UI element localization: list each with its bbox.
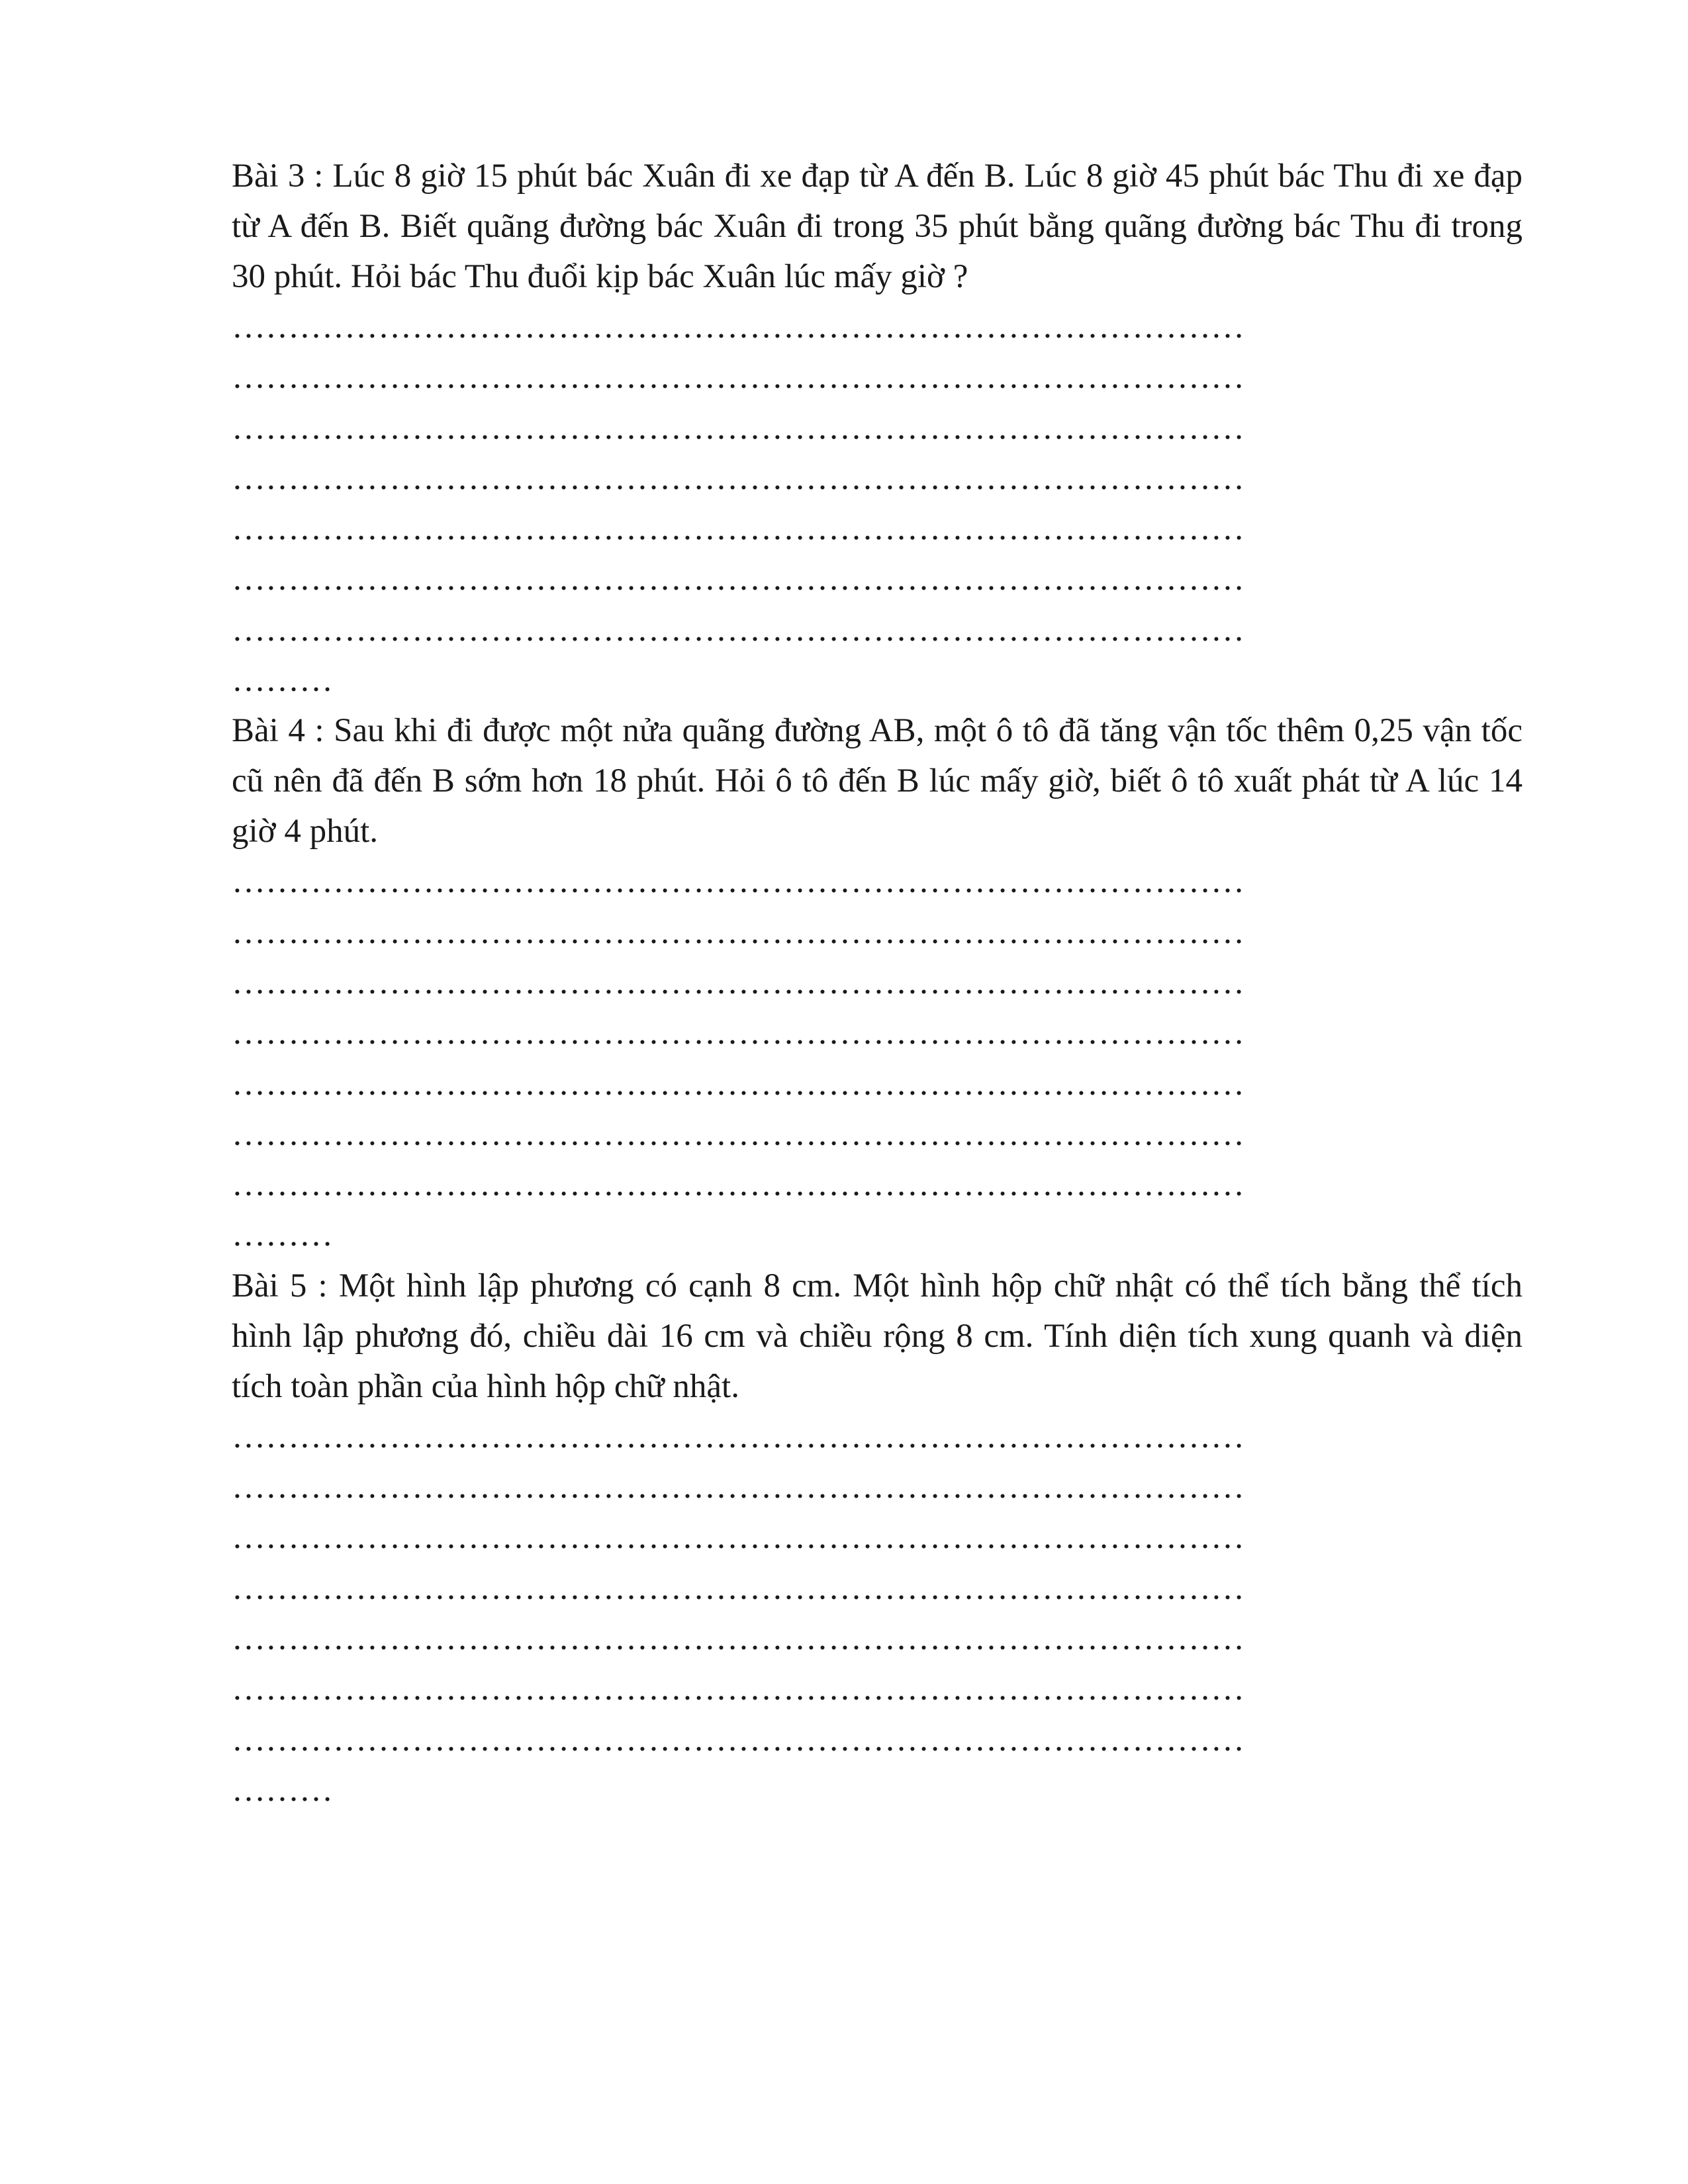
answer-line: ……………………………………………………………………………… (232, 1166, 1244, 1204)
answer-line-end: ……… (232, 662, 333, 700)
answer-line: ……………………………………………………………………………… (232, 1519, 1244, 1557)
answer-line: ……………………………………………………………………………… (232, 1619, 1244, 1657)
answer-line: ……………………………………………………………………………… (232, 1721, 1244, 1758)
answer-line: ……………………………………………………………………………… (232, 1115, 1244, 1153)
answer-line: ……………………………………………………………………………… (232, 561, 1244, 598)
answer-line: ……………………………………………………………………………… (232, 1469, 1244, 1506)
answer-line: ……………………………………………………………………………… (232, 359, 1244, 396)
problem-5-answer-area (232, 1412, 1523, 1815)
answer-line-end: ……… (232, 1771, 333, 1809)
problem-3 (232, 151, 1523, 705)
problem-5 (232, 1261, 1523, 1815)
problem-3-answer-area (232, 302, 1523, 705)
answer-line-end: ……… (232, 1216, 333, 1254)
problem-5-text: Bài 5 : Một hình lập phương có cạnh 8 cm. Một hình hộp chữ nhật có thể tích bằng thể tích hình lập phương đó, chiều dài 16 cm và chiều rộng 8 cm. Tính diện tích xung quanh và diện tích toàn phần của hình hộp chữ nhật. (232, 1267, 1523, 1405)
answer-line: ……………………………………………………………………………… (232, 964, 1244, 1001)
worksheet-page (232, 151, 1523, 1815)
answer-line: ……………………………………………………………………………… (232, 1418, 1244, 1455)
answer-line: ……………………………………………………………………………… (232, 1670, 1244, 1708)
answer-line: ……………………………………………………………………………… (232, 1015, 1244, 1052)
answer-line: ……………………………………………………………………………… (232, 863, 1244, 901)
answer-line: ……………………………………………………………………………… (232, 459, 1244, 497)
answer-line: ……………………………………………………………………………… (232, 409, 1244, 447)
problem-4 (232, 705, 1523, 1260)
problem-3-text: Bài 3 : Lúc 8 giờ 15 phút bác Xuân đi xe đạp từ A đến B. Lúc 8 giờ 45 phút bác Thu đi xe đạp từ A đến B. Biết quãng đường bác Xuân đi trong 35 phút bằng quãng đường bác Thu đi trong 30 phút. Hỏi bác Thu đuổi kịp bác Xuân lúc mấy giờ ? (232, 158, 1523, 295)
answer-line: ……………………………………………………………………………… (232, 1065, 1244, 1103)
answer-line: ……………………………………………………………………………… (232, 510, 1244, 548)
answer-line: ……………………………………………………………………………… (232, 611, 1244, 649)
answer-line: ……………………………………………………………………………… (232, 913, 1244, 951)
answer-line: ……………………………………………………………………………… (232, 308, 1244, 345)
problem-4-answer-area (232, 856, 1523, 1260)
answer-line: ……………………………………………………………………………… (232, 1569, 1244, 1607)
problem-4-text: Bài 4 : Sau khi đi được một nửa quãng đường AB, một ô tô đã tăng vận tốc thêm 0,25 vận tốc cũ nên đã đến B sớm hơn 18 phút. Hỏi ô tô đến B lúc mấy giờ, biết ô tô xuất phát từ A lúc 14 giờ 4 phút. (232, 712, 1523, 850)
